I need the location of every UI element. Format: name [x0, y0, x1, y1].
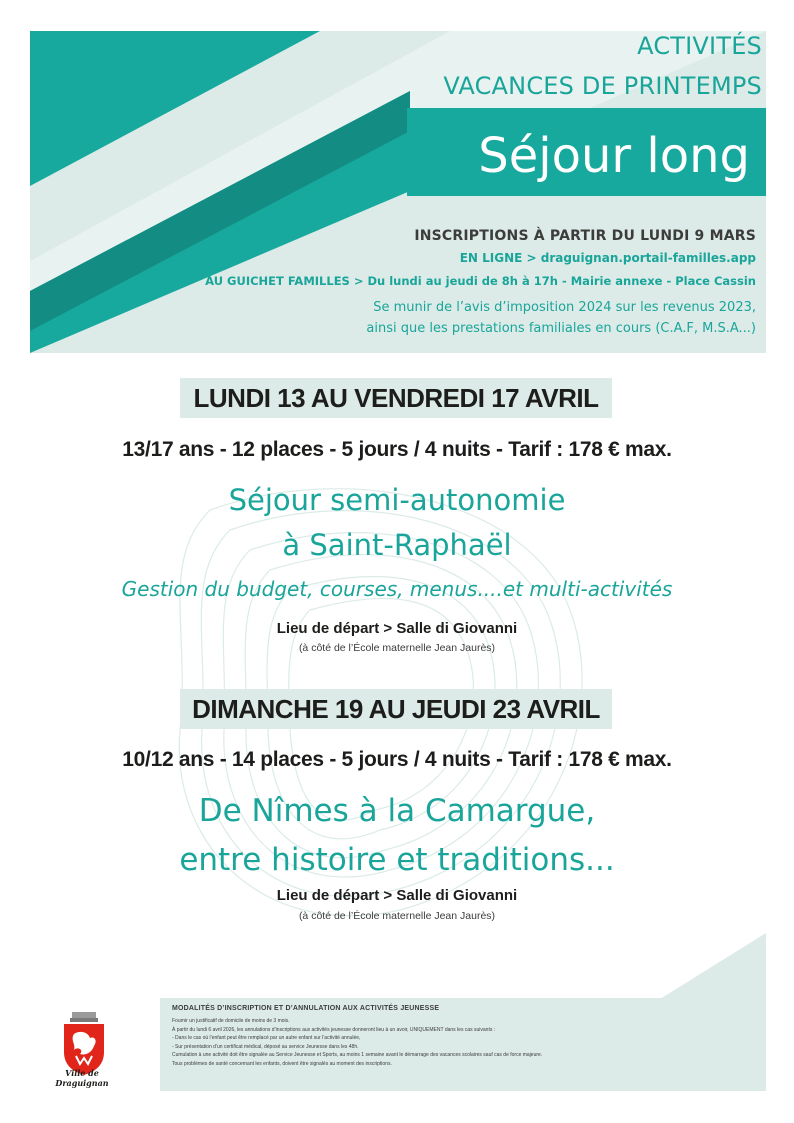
sejour1-date: LUNDI 13 AU VENDREDI 17 AVRIL: [180, 378, 612, 418]
sejour2-date: DIMANCHE 19 AU JEUDI 23 AVRIL: [180, 689, 612, 729]
sejour1-lieu: Lieu de départ > Salle di Giovanni: [276, 620, 518, 637]
en-ligne-url[interactable]: > draguignan.portail-familles.app: [522, 251, 756, 265]
inscriptions-date: INSCRIPTIONS À PARTIR DU LUNDI 9 MARS: [414, 228, 756, 244]
documents-note-line2: ainsi que les prestations familiales en cours (C.A.F, M.S.A...): [366, 321, 756, 336]
guichet-line: [205, 274, 756, 288]
guichet-hours: > Du lundi au jeudi de 8h à 17h - Mairie annexe - Place Cassin: [349, 274, 756, 288]
modalites-line: - Sur présentation d’un certificat médical, déposé au service Jeunesse dans les 48h.: [172, 1043, 359, 1050]
sejour2-lieu-sub: (à côté de l’École maternelle Jean Jaurès): [298, 910, 496, 922]
activites-label: ACTIVITÉS: [637, 32, 762, 60]
modalites-title: MODALITÉS D’INSCRIPTION ET D’ANNULATION AUX ACTIVITÉS JEUNESSE: [172, 1005, 440, 1012]
sejour2-lieu: Lieu de départ > Salle di Giovanni: [276, 887, 518, 904]
sejour1-lieu-sub: (à côté de l’École maternelle Jean Jaurès): [298, 642, 496, 654]
modalites-text: [172, 1017, 762, 1069]
sejour2-title-line2: entre histoire et traditions...: [179, 842, 615, 878]
sejour1-title-line1: Séjour semi-autonomie: [228, 483, 566, 517]
vacances-label: VACANCES DE PRINTEMPS: [443, 72, 762, 100]
guichet-label: AU GUICHET FAMILLES: [205, 274, 350, 288]
documents-note: [366, 297, 756, 339]
modalites-line: À partir du lundi 6 avril 2026, les annulations d’inscriptions aux activités jeunesse donneront lieu à un avoir, UNIQUEMENT dans les cas suivants :: [172, 1026, 496, 1033]
modalites-line: - Dans le cas où l’enfant peut être remplacé par un autre enfant sur l’activité annulée,: [172, 1035, 361, 1042]
city-logo-text: Ville de Draguignan: [55, 1068, 109, 1088]
en-ligne-line: [460, 251, 756, 265]
sejour1-subtitle: Gestion du budget, courses, menus....et multi-activités: [121, 577, 673, 601]
sejour2-info: 10/12 ans - 14 places - 5 jours / 4 nuits - Tarif : 178 € max.: [122, 748, 672, 771]
en-ligne-label: EN LIGNE: [459, 251, 523, 265]
sejour1-info: 13/17 ans - 12 places - 5 jours / 4 nuits - Tarif : 178 € max.: [122, 438, 672, 461]
documents-note-line1: Se munir de l’avis d’imposition 2024 sur les revenus 2023,: [373, 300, 756, 315]
footer-corner-decoration: [660, 933, 766, 999]
sejour2-title-line1: De Nîmes à la Camargue,: [198, 793, 596, 829]
sejour1-title-line2: à Saint-Raphaël: [282, 528, 512, 562]
modalites-line: Fournir un justificatif de domicile de moins de 3 mois.: [172, 1018, 290, 1024]
page-title: Séjour long: [478, 128, 750, 184]
modalites-line: Cumulation à une activité doit être signalée au Service Jeunesse et Sports, au moins 1 semaine avant le démarrage des vacances scolaires sauf cas de force majeure.: [172, 1052, 543, 1059]
modalites-line: Tous problèmes de santé concernant les enfants, doivent être signalés au moment des inscriptions.: [172, 1060, 392, 1067]
